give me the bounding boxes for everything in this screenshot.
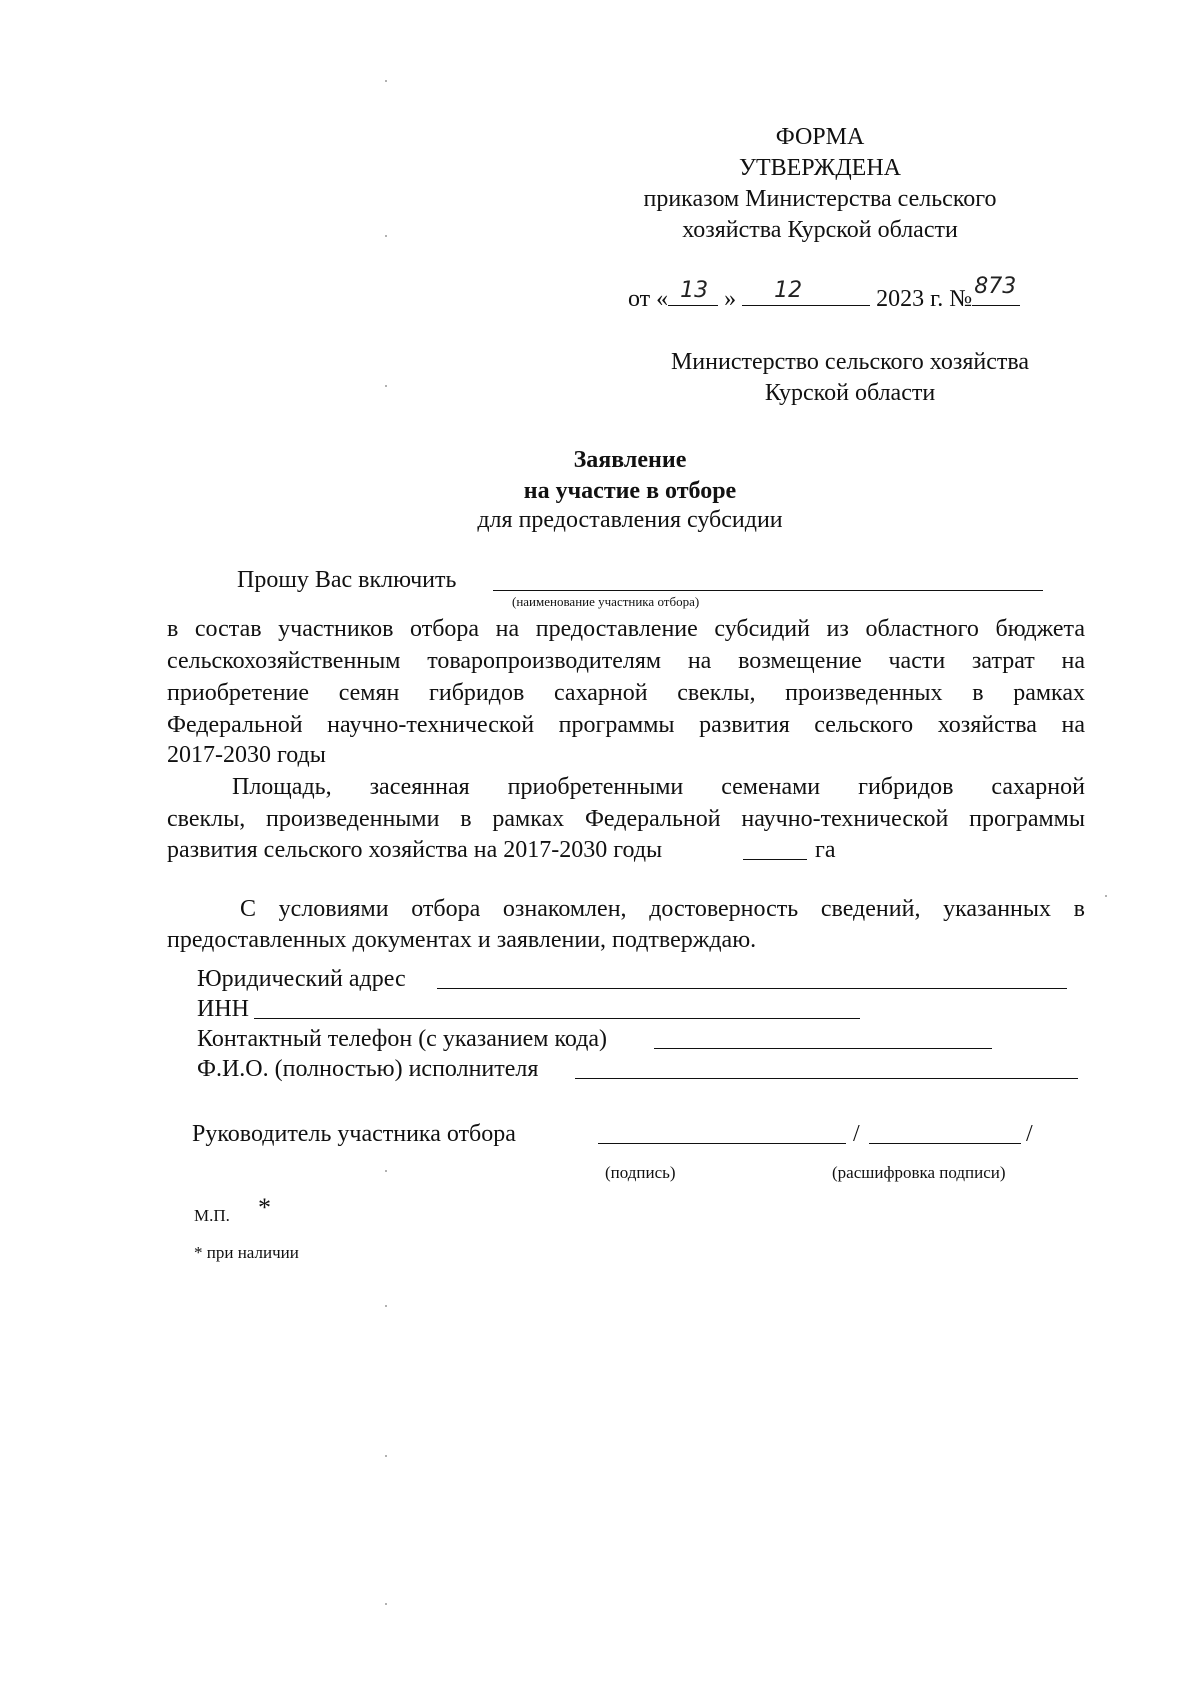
inn-field — [254, 1018, 860, 1019]
scan-speck — [385, 1455, 387, 1457]
inn-label: ИНН — [197, 996, 249, 1022]
participant-name-field — [493, 590, 1043, 591]
scan-speck — [385, 1170, 387, 1172]
order-month-handwritten: 12 — [774, 278, 803, 303]
legal-address-label: Юридический адрес — [197, 966, 406, 992]
area-value-field — [743, 859, 807, 860]
area-line3: развития сельского хозяйства на 2017-2030 годы — [167, 837, 663, 863]
phone-label: Контактный телефон (с указанием кода) — [197, 1026, 608, 1052]
title-line2: на участие в отборе — [523, 478, 737, 504]
order-number-field — [972, 274, 1020, 306]
order-number-handwritten: 873 — [974, 274, 1017, 299]
request-body-last: 2017-2030 годы — [167, 742, 326, 768]
request-body-line: в состав участников отбора на предоставление субсидий из областного бюджета — [167, 616, 1085, 642]
request-lead: Прошу Вас включить — [237, 567, 457, 593]
executor-label: Ф.И.О. (полностью) исполнителя — [197, 1056, 539, 1082]
confirmation-line1: С условиями отбора ознакомлен, достоверность сведений, указанных в — [240, 896, 1085, 922]
request-body-line: приобретение семян гибридов сахарной свеклы, произведенных в рамках — [167, 680, 1085, 706]
order-day-field — [668, 278, 718, 306]
approved-by-line2: хозяйства Курской области — [682, 217, 958, 243]
scan-speck — [1105, 895, 1107, 897]
order-date-line — [628, 274, 1020, 315]
scan-speck — [385, 1305, 387, 1307]
title-line3: для предоставления субсидии — [477, 507, 783, 533]
order-year: 2023 г. № — [876, 286, 973, 312]
form-label: ФОРМА — [775, 124, 865, 150]
request-body-line: Федеральной научно-технической программы развития сельского хозяйства на — [167, 712, 1085, 738]
legal-address-field — [437, 988, 1067, 989]
sign-caption: (подпись) — [605, 1163, 676, 1182]
scan-speck — [385, 80, 387, 82]
request-body-line: сельскохозяйственным товаропроизводителям на возмещение части затрат на — [167, 648, 1085, 674]
area-line2: свеклы, произведенными в рамках Федеральной научно-технической программы — [167, 806, 1085, 832]
scan-speck — [385, 1603, 387, 1605]
order-day-handwritten: 13 — [680, 278, 709, 303]
stamp-footnote: * при наличии — [194, 1243, 299, 1262]
signature-slash: / — [1026, 1121, 1033, 1147]
signature-decode-field — [869, 1143, 1021, 1144]
addressee-line2: Курской области — [764, 380, 936, 406]
scan-speck — [385, 235, 387, 237]
stamp-label: М.П. — [194, 1206, 230, 1225]
executor-field — [575, 1078, 1078, 1079]
signature-field — [598, 1143, 846, 1144]
signature-slash: / — [853, 1121, 860, 1147]
approved-by-line1: приказом Министерства сельского — [643, 186, 997, 212]
scan-speck — [385, 385, 387, 387]
addressee-line1: Министерство сельского хозяйства — [670, 349, 1030, 375]
confirmation-line2: предоставленных документах и заявлении, подтверждаю. — [167, 927, 757, 953]
area-unit: га — [815, 837, 836, 863]
order-prefix: от « — [628, 286, 669, 312]
area-line1: Площадь, засеянная приобретенными семенами гибридов сахарной — [232, 774, 1085, 800]
phone-field — [654, 1048, 992, 1049]
participant-name-caption: (наименование участника отбора) — [512, 594, 700, 609]
stamp-asterisk: * — [258, 1193, 271, 1222]
head-label: Руководитель участника отбора — [192, 1121, 516, 1147]
order-month-field — [742, 278, 870, 306]
order-day-close: » — [724, 286, 737, 312]
decode-caption: (расшифровка подписи) — [832, 1163, 1006, 1182]
approved-label: УТВЕРЖДЕНА — [738, 155, 902, 181]
title-line1: Заявление — [573, 447, 687, 473]
